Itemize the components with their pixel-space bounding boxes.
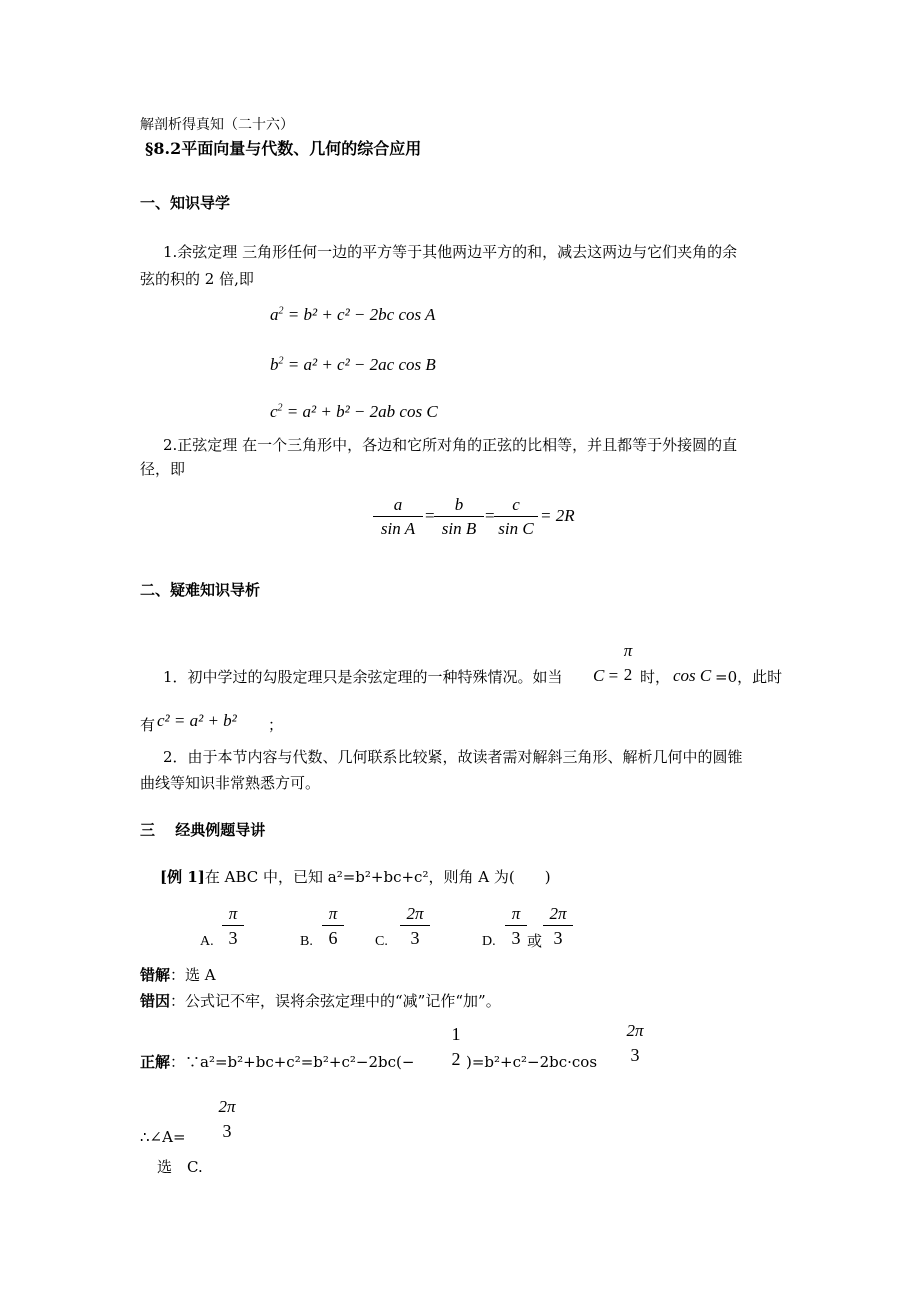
option-d-value-2: 2π 3 bbox=[543, 905, 573, 947]
equals-sign: = bbox=[485, 506, 495, 525]
option-b-value: π 6 bbox=[322, 905, 344, 947]
connection-text-line2: 曲线等知识非常熟悉方可。 bbox=[140, 774, 321, 792]
cosine-law-formula-a: $a^2 = b^2 + c^2 - 2bc$ cos A bbox=[270, 305, 436, 324]
example-label: [例 1] bbox=[160, 868, 205, 886]
cos-c-symbol: cos C bbox=[673, 666, 712, 685]
final-answer: 选 C. bbox=[157, 1158, 203, 1176]
option-a-value: π 3 bbox=[222, 905, 244, 947]
cosine-law-text-line1: 1.余弦定理 三角形任何一边的平方等于其他两边平方的和，减去这两边与它们夹角的余 bbox=[163, 243, 738, 261]
example-1 bbox=[160, 870, 551, 885]
pi-over-2-fraction: π 2 bbox=[623, 641, 633, 684]
option-d-or: 或 bbox=[527, 932, 543, 950]
heading-classic-examples: 三 经典例题导讲 bbox=[140, 821, 266, 839]
sine-fraction-b: b sin B bbox=[434, 496, 484, 537]
connection-text-line1: 2．由于本节内容与代数、几何联系比较紧，故读者需对解斜三角形、解析几何中的圆锥 bbox=[163, 748, 743, 766]
sine-fraction-a: a sin A bbox=[373, 496, 423, 537]
option-c-label: C. bbox=[375, 934, 388, 949]
document-series-title: 解剖析得真知（二十六） bbox=[140, 117, 294, 133]
two-pi-over-3-fraction: 2π 3 bbox=[626, 1021, 644, 1065]
heading-difficult-knowledge: 二、疑难知识导析 bbox=[140, 581, 261, 599]
special-case-tail: =0，此时 bbox=[715, 668, 783, 686]
equals-sign: = bbox=[425, 506, 435, 525]
correct-solution-part1: 正解：∵a²=b²+bc+c²=b²+c²−2bc(− bbox=[140, 1053, 415, 1071]
sine-law-text-line2: 径，即 bbox=[140, 460, 186, 478]
sine-fraction-c: c sin C bbox=[494, 496, 538, 537]
therefore-angle-a: ∴∠A= bbox=[140, 1128, 186, 1146]
special-case-text: 1．初中学过的勾股定理只是余弦定理的一种特殊情况。如当 bbox=[163, 668, 563, 686]
option-d-label: D. bbox=[482, 934, 496, 949]
angle-a-value: 2π 3 bbox=[218, 1097, 236, 1141]
special-case-when: 时， bbox=[640, 668, 671, 686]
error-cause: 错因：公式记不牢，误将余弦定理中的“减”记作“加”。 bbox=[140, 992, 501, 1010]
cosine-law-formula-b: $b^2 = a^2 + c^2 - 2ac$ cos B bbox=[270, 355, 436, 374]
option-a-label: A. bbox=[200, 934, 214, 949]
heading-knowledge-guide: 一、知识导学 bbox=[140, 194, 231, 212]
wrong-solution: 错解：选 A bbox=[140, 966, 216, 984]
angle-c-symbol: C = bbox=[593, 666, 619, 685]
cosine-law-formula-c: $c^2 = a^2 + b^2 - 2ab$ cos C bbox=[270, 402, 438, 421]
section-title: §8.2平面向量与代数、几何的综合应用 bbox=[145, 139, 422, 158]
one-half-fraction: 1 2 bbox=[451, 1024, 461, 1069]
option-b-label: B. bbox=[300, 934, 313, 949]
correct-solution-part2: )=b²+c²−2bc·cos bbox=[466, 1053, 598, 1071]
example-question: 在 ABC 中，已知 a²=b²+bc+c²，则角 A 为( ) bbox=[204, 868, 551, 886]
option-c-value: 2π 3 bbox=[400, 905, 430, 947]
option-d-value-1: π 3 bbox=[505, 905, 527, 947]
sine-law-result: = 2R bbox=[540, 506, 575, 525]
pythagoras-formula: c² = a² + b² bbox=[157, 711, 237, 730]
cosine-law-text-line2: 弦的积的 2 倍,即 bbox=[140, 270, 254, 288]
pythagoras-prefix: 有 bbox=[140, 716, 156, 734]
sine-law-text-line1: 2.正弦定理 在一个三角形中，各边和它所对角的正弦的比相等，并且都等于外接圆的直 bbox=[163, 436, 738, 454]
pythagoras-suffix: ； bbox=[268, 716, 284, 734]
